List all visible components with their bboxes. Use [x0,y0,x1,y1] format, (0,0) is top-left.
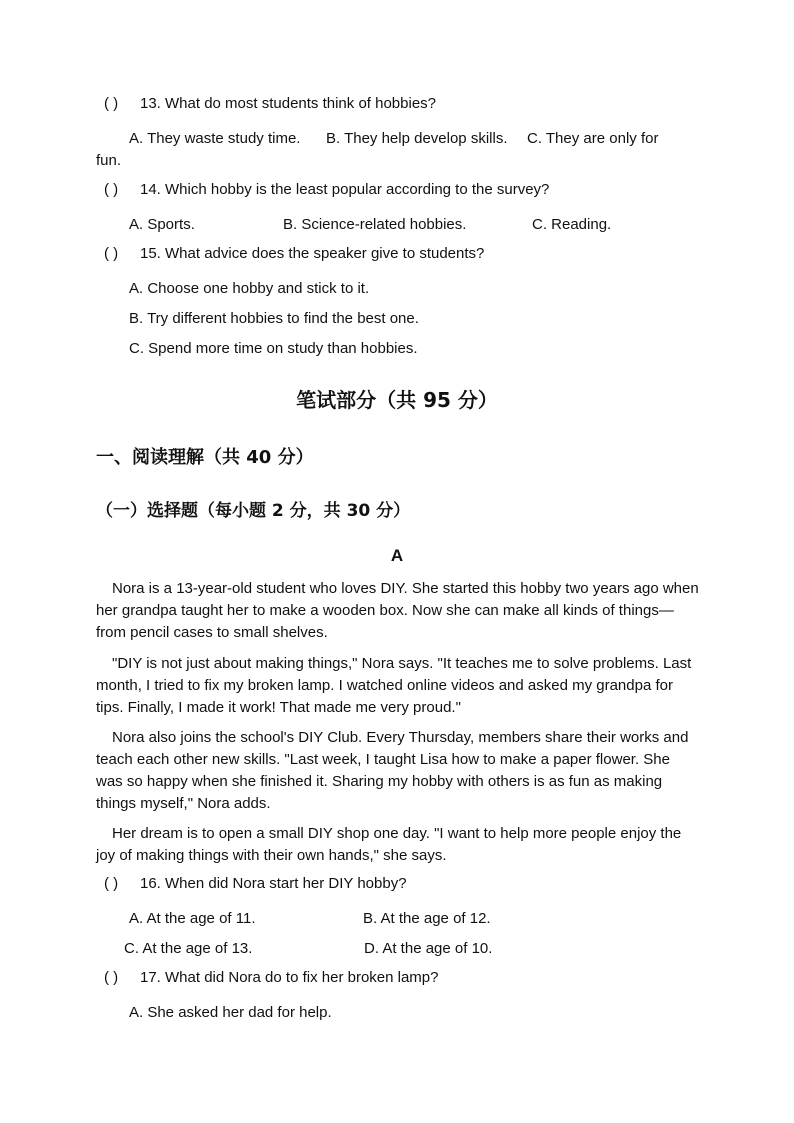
question-13 [104,95,436,112]
q13-option-c-cont: fun. [96,152,122,169]
passage-paragraph: "DIY is not just about making things," Nora says. "It teaches me to solve problems. Last month, I tried to fix my broken lamp. I watched online videos and asked my grandpa for tips. Finally, I made it work! That made me very proud." [96,655,692,716]
question-stem: 14. Which hobby is the least popular according to the survey? [140,181,550,198]
written-section-title: 笔试部分（共 95 分） [296,388,498,412]
passage-paragraph: Her dream is to open a small DIY shop one day. "I want to help more people enjoy the joy of making things with their own hands," she says. [96,825,682,864]
q14-option-a: A. Sports. [129,216,195,233]
question-stem: 13. What do most students think of hobbies? [140,95,437,112]
q16-option-b: B. At the age of 12. [363,910,491,927]
q13-option-c: C. They are only for [527,130,659,147]
question-16 [104,875,407,892]
q15-option-b: B. Try different hobbies to find the best one. [129,310,419,327]
question-stem: 16. When did Nora start her DIY hobby? [140,875,407,892]
q17-option-a: A. She asked her dad for help. [129,1004,332,1021]
answer-blank[interactable]: ( ) [104,969,119,986]
q16-option-d: D. At the age of 10. [364,940,493,957]
answer-blank[interactable]: ( ) [104,875,119,892]
answer-blank[interactable]: ( ) [104,95,119,112]
q14-option-b: B. Science-related hobbies. [283,216,467,233]
question-stem: 17. What did Nora do to fix her broken lamp? [140,969,439,986]
q13-option-b: B. They help develop skills. [326,130,508,147]
answer-blank[interactable]: ( ) [104,245,119,262]
q14-option-c: C. Reading. [532,216,612,233]
question-15 [104,245,484,262]
question-stem: 15. What advice does the speaker give to students? [140,245,485,262]
passage-paragraph: Nora is a 13-year-old student who loves DIY. She started this hobby two years ago when her grandpa taught her to make a wooden box. Now she can make all kinds of things—from pencil cases to small shelves. [96,580,699,641]
question-17 [104,969,439,986]
question-14 [104,181,549,198]
q16-option-c: C. At the age of 13. [124,940,253,957]
passage-paragraph: Nora also joins the school's DIY Club. Every Thursday, members share their works and teach each other new skills. "Last week, I taught Lisa how to make a paper flower. She was so happy when she finished it. Sharing my hobby with others is as fun as making things myself," Nora adds. [96,729,689,812]
passage-label: A [390,546,404,565]
reading-section-heading: 一、阅读理解（共 40 分） [96,447,314,468]
multiple-choice-heading: （一）选择题（每小题 2 分，共 30 分） [96,501,411,521]
q15-option-c: C. Spend more time on study than hobbies. [129,340,418,357]
q13-option-a: A. They waste study time. [129,130,301,147]
q16-option-a: A. At the age of 11. [129,910,256,927]
answer-blank[interactable]: ( ) [104,181,119,198]
q15-option-a: A. Choose one hobby and stick to it. [129,280,370,297]
